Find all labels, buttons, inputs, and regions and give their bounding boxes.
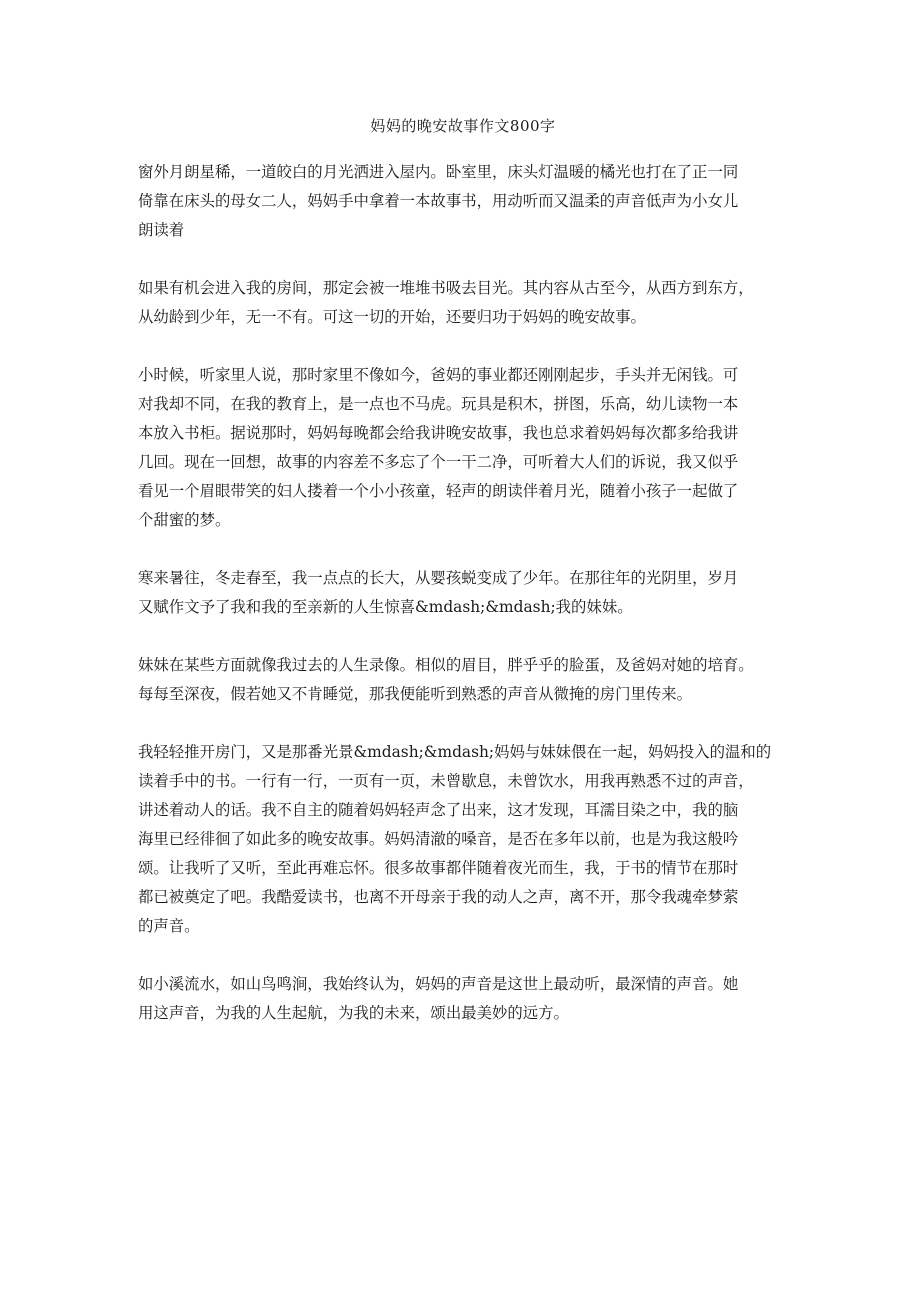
paragraph-5: 妹妹在某些方面就像我过去的人生录像。相似的眉目，胖乎乎的脸蛋，及爸妈对她的培育。 每每至深夜，假若她又不肯睡觉，那我便能听到熟悉的声音从微掩的房门里传来。 [138,656,754,703]
paragraph-7: 如小溪流水，如山鸟鸣涧，我始终认为，妈妈的声音是这世上最动听，最深情的声音。她 用这声音，为我的人生起航，为我的未来，颂出最美妙的远方。 [138,975,739,1022]
paragraph-2: 如果有机会进入我的房间，那定会被一堆堆书吸去目光。其内容从古至今，从西方到东方， 从幼龄到少年，无一不有。可这一切的开始，还要归功于妈妈的晚安故事。 [138,279,754,326]
paragraph-3: 小时候，听家里人说，那时家里不像如今，爸妈的事业都还刚刚起步，手头并无闲钱。可 对我却不同，在我的教育上，是一点也不马虎。玩具是积木，拼图，乐高，幼儿读物一本 本放入书柜。据说那时，妈妈每晚都会给我讲晚安故事，我也总求着妈妈每次都多给我讲 几回。现在一回想，故事的内容差不多忘了个一干二净，可听着大人们的诉说，我又似乎 看见一个眉眼带笑的妇人搂着一个小小孩童，轻声的朗读伴着月光，随着小孩子一起做了 个甜蜜的梦。 [138,366,739,529]
document-title: 妈妈的晚安故事作文800字 [370,117,556,135]
paragraph-1: 窗外月朗星稀，一道皎白的月光洒进入屋内。卧室里，床头灯温暖的橘光也打在了正一同 倚靠在床头的母女二人，妈妈手中拿着一本故事书，用动听而又温柔的声音低声为小女儿 朗读着 [138,163,739,239]
paragraph-4: 寒来暑往，冬走春至，我一点点的长大，从婴孩蜕变成了少年。在那往年的光阴里，岁月 又赋作文予了我和我的至亲新的人生惊喜&mdash;&mdash;我的妹妹。 [138,569,739,616]
paragraph-6: 我轻轻推开房门，又是那番光景&mdash;&mdash;妈妈与妹妹偎在一起，妈妈投入的温和的 读着手中的书。一行有一行，一页有一页，未曾歇息，未曾饮水，用我再熟悉不过的声音， 讲述着动人的话。我不自主的随着妈妈轻声念了出来，这才发现，耳濡目染之中，我的脑 海里已经徘徊了如此多的晚安故事。妈妈清澈的嗓音，是否在多年以前，也是为我这般吟 颂。让我听了又听，至此再难忘怀。很多故事都伴随着夜光而生，我，于书的情节在那时 都已被奠定了吧。我酷爱读书，也离不开母亲于我的动人之声，离不开，那令我魂牵梦萦 的声音。 [138,743,772,935]
document-page [138,116,788,1057]
